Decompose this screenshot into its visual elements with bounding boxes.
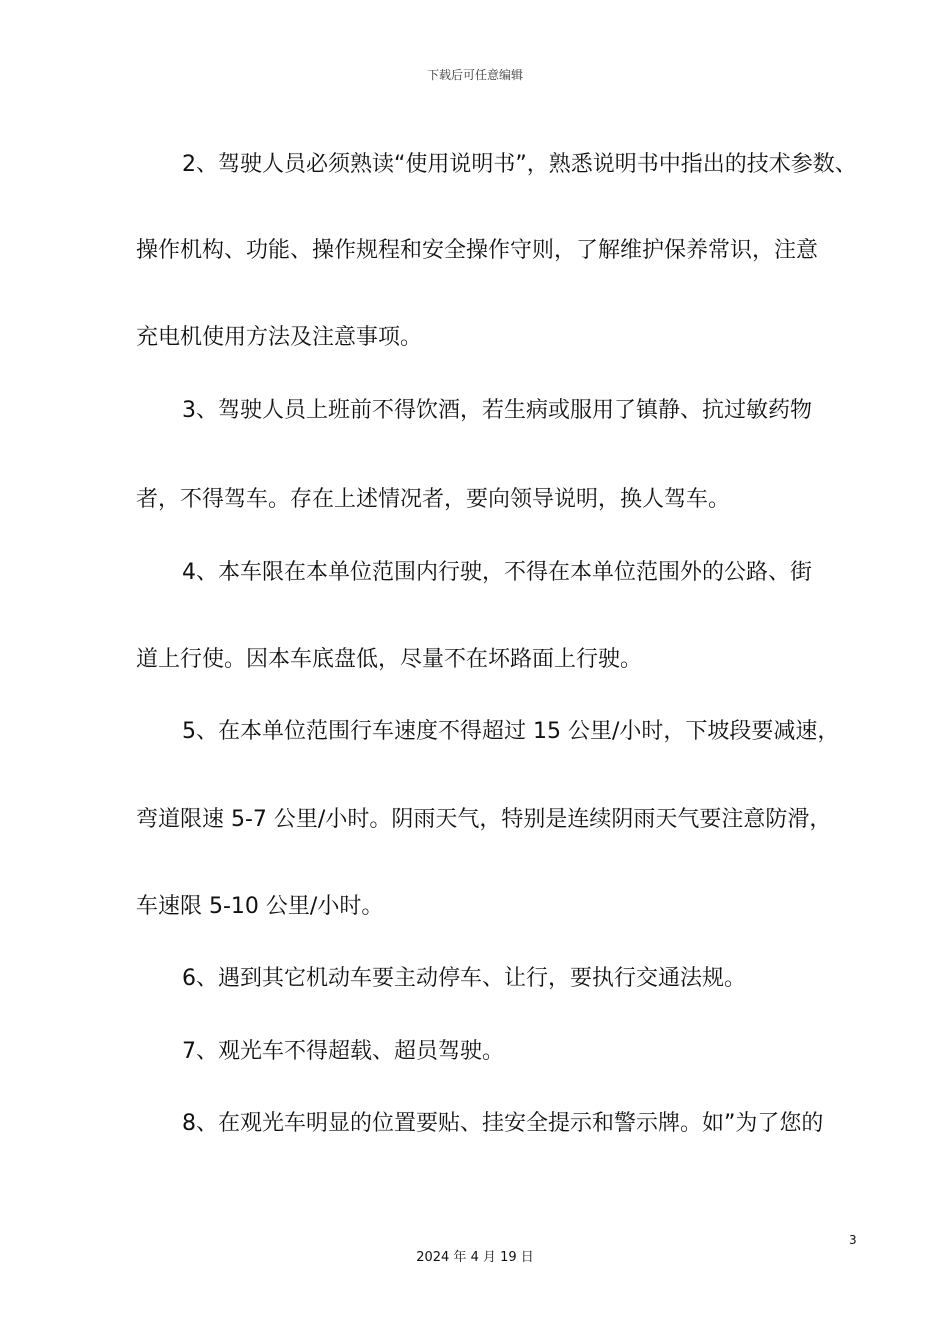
paragraph-3-line-2: 者，不得驾车。存在上述情况者，要向领导说明，换人驾车。 [136,487,731,512]
paragraph-4-line-2: 道上行使。因本车底盘低，尽量不在坏路面上行驶。 [136,647,643,672]
page-header: 下载后可任意编辑 [426,68,523,82]
paragraph-2-line-3: 充电机使用方法及注意事项。 [136,325,423,350]
paragraph-2-line-2: 操作机构、功能、操作规程和安全操作守则，了解维护保养常识，注意 [136,238,819,263]
paragraph-4-line-1: 4、本车限在本单位范围内行驶，不得在本单位范围外的公路、街 [182,560,812,585]
paragraph-7-line-1: 7、观光车不得超载、超员驾驶。 [182,1039,504,1064]
footer-date: 2024 年 4 月 19 日 [416,1250,534,1265]
paragraph-3-line-1: 3、驾驶人员上班前不得饮酒，若生病或服用了镇静、抗过敏药物 [182,398,812,423]
paragraph-5-line-2: 弯道限速 5-7 公里/小时。阴雨天气，特别是连续阴雨天气要注意防滑， [136,807,832,832]
paragraph-6-line-1: 6、遇到其它机动车要主动停车、让行，要执行交通法规。 [182,966,746,991]
paragraph-5-line-3: 车速限 5-10 公里/小时。 [136,894,384,919]
paragraph-8-line-1: 8、在观光车明显的位置要贴、挂安全提示和警示牌。如”为了您的 [182,1111,824,1136]
page-number: 3 [849,1233,857,1247]
paragraph-5-line-1: 5、在本单位范围行车速度不得超过 15 公里/小时，下坡段要减速， [182,719,840,744]
paragraph-2-line-1: 2、驾驶人员必须熟读“使用说明书”，熟悉说明书中指出的技术参数、 [182,152,857,177]
